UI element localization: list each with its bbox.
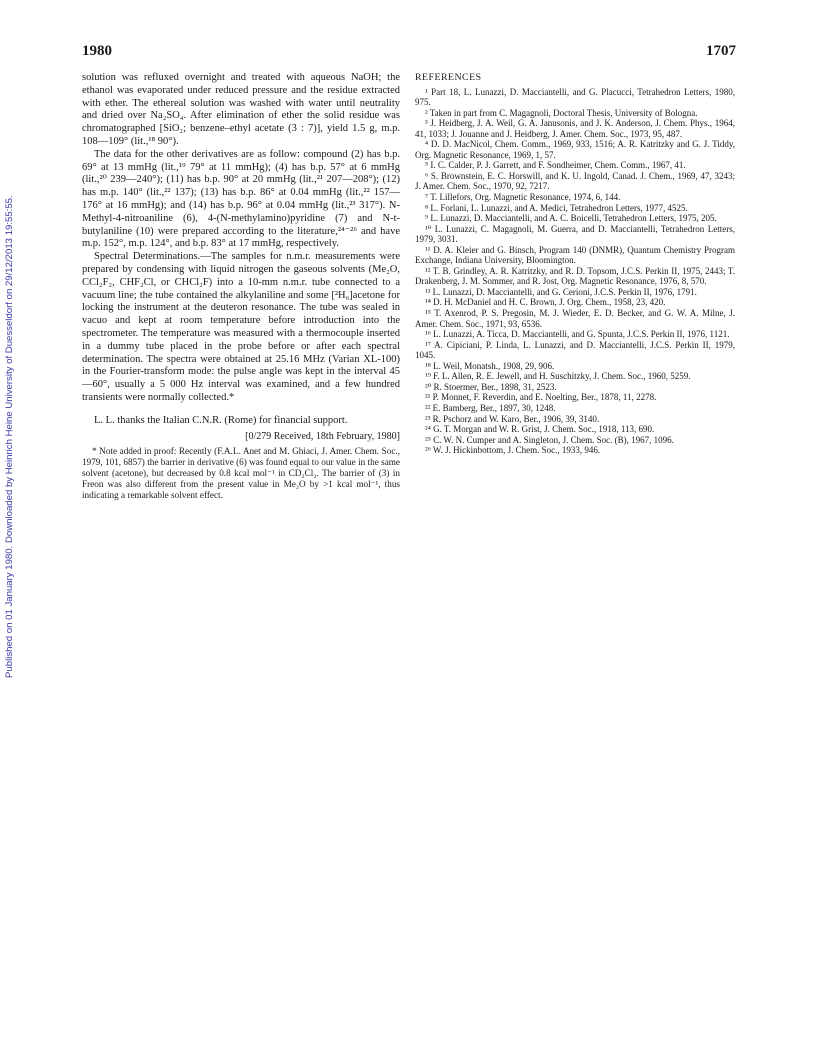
reference-item: ²⁴ G. T. Morgan and W. R. Grist, J. Chem. Soc., 1918, 113, 690. xyxy=(425,424,655,435)
publication-provenance-note xyxy=(4,160,16,680)
reference-item: ³ J. Heidberg, J. A. Weil, G. A. Janusonis, and J. K. Anderson, J. Chem. Phys., 1964, 41, 1033; J. Jouanne and J. Heidberg, J. Amer. Chem. Soc., 1973, 95, 487. xyxy=(415,118,735,139)
reference-item: ²³ R. Pschorz and W. Karo, Ber., 1906, 39, 3140. xyxy=(425,413,600,424)
reference-item: ⁶ S. Brownstein, E. C. Horswill, and K. U. Ingold, Canad. J. Chem., 1969, 47, 3243; J. Amer. Chem. Soc., 1970, 92, 7217. xyxy=(415,170,735,192)
reference-item: ¹⁴ D. H. McDaniel and H. C. Brown, J. Org. Chem., 1958, 23, 420. xyxy=(425,297,666,308)
reference-item: ⁵ I. C. Calder, P. J. Garrett, and F. Sondheimer, Chem. Comm., 1967, 41. xyxy=(425,160,686,171)
provenance-text: Published on 01 January 1980. Downloaded by Heinrich Heine University of Duesseldorf on 29/12/2013 19:55:55. xyxy=(4,195,15,678)
reference-list xyxy=(415,87,735,456)
reference-item: ¹⁷ A. Cipiciani, P. Linda, L. Lunazzi, and D. Macciantelli, J.C.S. Perkin II, 1979, 1045. xyxy=(415,339,735,361)
body-paragraph: solution was refluxed overnight and treated with aqueous NaOH; the ethanol was evaporated under reduced pressure and the residue extracted with ether. The ethereal solution was washed with water until neutrality and dried over Na₂SO₄. After elimination of ether the solid residue was chromatographed [SiO₂; benzene–ethyl acetate (3 : 7)], yield 1.5 g, m.p. 108—109° (lit.,¹⁸ 90°). xyxy=(82,72,400,147)
reference-item: ⁸ L. Forlani, L. Lunazzi, and A. Medici, Tetrahedron Letters, 1977, 4525. xyxy=(425,202,688,213)
page-number: 1707 xyxy=(706,43,736,59)
reference-item: ²² E. Bamberg, Ber., 1897, 30, 1248. xyxy=(425,402,556,413)
reference-item: ¹¹ D. A. Kleier and G. Binsch, Program 140 (DNMR), Quantum Chemistry Program Exchange, Indiana University, Bloomington. xyxy=(415,244,735,266)
reference-item: ²⁰ R. Stoermer, Ber., 1898, 31, 2523. xyxy=(425,381,557,392)
note-added-in-proof: * Note added in proof: Recently (F.A.L. Anet and M. Ghiaci, J. Amer. Chem. Soc., 1979, 101, 6857) the barrier in derivative (6) was found equal to our value in the same solvent (acetone), but decreased by 0.8 kcal mol⁻¹ in CD₂Cl₂. The barrier of (3) in Freon was also different from the present value in Me₂O by >1 kcal mol⁻¹, thus indicating a remarkable solvent effect. xyxy=(82,446,400,501)
references-column xyxy=(415,73,735,456)
reference-item: ²¹ P. Monnet, F. Reverdin, and E. Noelting, Ber., 1878, 11, 2278. xyxy=(425,392,657,403)
received-date: [0/279 Received, 18th February, 1980] xyxy=(245,430,400,442)
references-heading: REFERENCES xyxy=(415,72,482,83)
reference-item: ⁹ L. Lunazzi, D. Macciantelli, and A. C. Boicelli, Tetrahedron Letters, 1975, 205. xyxy=(425,213,717,224)
reference-item: ⁴ D. D. MacNicol, Chem. Comm., 1969, 933, 1516; A. R. Katritzky and G. J. Tiddy, Org. Magnetic Resonance, 1969, 1, 57. xyxy=(415,139,735,160)
reference-item: ¹⁰ L. Lunazzi, C. Magagnoli, M. Guerra, and D. Macciantelli, Tetrahedron Letters, 1979, 3031. xyxy=(415,223,735,245)
reference-item: ²⁵ C. W. N. Cumper and A. Singleton, J. Chem. Soc. (B), 1967, 1096. xyxy=(425,434,674,445)
reference-item: ¹⁵ T. Axenrod, P. S. Pregosin, M. J. Wieder, E. D. Becker, and G. W. A. Milne, J. Amer. Chem. Soc., 1971, 93, 6536. xyxy=(415,308,735,329)
reference-item: ² Taken in part from C. Magagnoli, Doctoral Thesis, University of Bologna. xyxy=(425,107,698,118)
reference-item: ²⁶ W. J. Hickinbottom, J. Chem. Soc., 1933, 946. xyxy=(425,445,601,456)
left-column xyxy=(82,72,400,501)
acknowledgement: L. L. thanks the Italian C.N.R. (Rome) for financial support. xyxy=(94,414,348,426)
reference-item: ¹² T. B. Grindley, A. R. Katritzky, and R. D. Topsom, J.C.S. Perkin II, 1975, 2443; T. Drakenberg, J. M. Sommer, and R. Jost, Org. Magnetic Resonance, 1976, 8, 570. xyxy=(415,265,735,287)
reference-item: ¹³ L. Lunazzi, D. Macciantelli, and G. Cerioni, J.C.S. Perkin II, 1976, 1791. xyxy=(425,286,697,297)
spectral-determinations-paragraph: Spectral Determinations.—The samples for n.m.r. measurements were prepared by condensing with liquid nitrogen the gaseous solvents (Me₂O, CCl₂F₂, CHF₂Cl, or CHCl₂F) into a 10-mm n.m.r. tube connected to a vacuum line; the tube contained the alkylaniline and some [²H₆]acetone for locking the instrument at the deuteron resonance. The tube was sealed in vacuo and kept at room temperature before introduction into the spectrometer. The temperature was measured with a thermocouple inserted in a dummy tube placed in the probe before or after each spectral determination. The spectra were obtained at 25.16 MHz (Varian XL-100) in the Fourier-transform mode: the pulse angle was kept in the interval 45—60°, usually a 5 000 Hz interval was examined, and a few hundred transients were normally collected.* xyxy=(82,251,400,403)
reference-item: ¹⁶ L. Lunazzi, A. Ticca, D. Macciantelli, and G. Spunta, J.C.S. Perkin II, 1976, 1121. xyxy=(425,329,730,340)
running-head-year: 1980 xyxy=(82,43,112,59)
reference-item: ¹⁹ F. L. Allen, R. E. Jewell, and H. Suschitzky, J. Chem. Soc., 1960, 5259. xyxy=(425,371,691,382)
reference-item: ⁷ T. Lillefors, Org. Magnetic Resonance, 1974, 6, 144. xyxy=(425,192,621,203)
body-paragraph: The data for the other derivatives are as follow: compound (2) has b.p. 69° at 13 mmHg (lit.,¹⁹ 79° at 11 mmHg); (4) has b.p. 57° at 6 mmHg (lit.,²⁰ 239—240°); (11) has b.p. 90° at 20 mmHg (lit.,²¹ 207—208°); (12) has m.p. 140° (lit.,²² 137); (13) has b.p. 86° at 0.04 mmHg (lit.,²² 157—176° at 16 mmHg); and (14) has b.p. 96° at 0.04 mmHg (lit.,²³ 317°). N-Methyl-4-nitroaniline (6), 4-(N-methylamino)pyridine (7) and N-t-butylaniline (10) were prepared according to the literature,²⁴⁻²⁶ and have m.p. 152°, m.p. 124°, and b.p. 83° at 17 mmHg, respectively. xyxy=(82,148,400,250)
reference-item: ¹⁸ L. Weil, Monatsh., 1908, 29, 906. xyxy=(425,360,555,371)
reference-item: ¹ Part 18, L. Lunazzi, D. Macciantelli, and G. Placucci, Tetrahedron Letters, 1980, 975. xyxy=(415,86,735,108)
